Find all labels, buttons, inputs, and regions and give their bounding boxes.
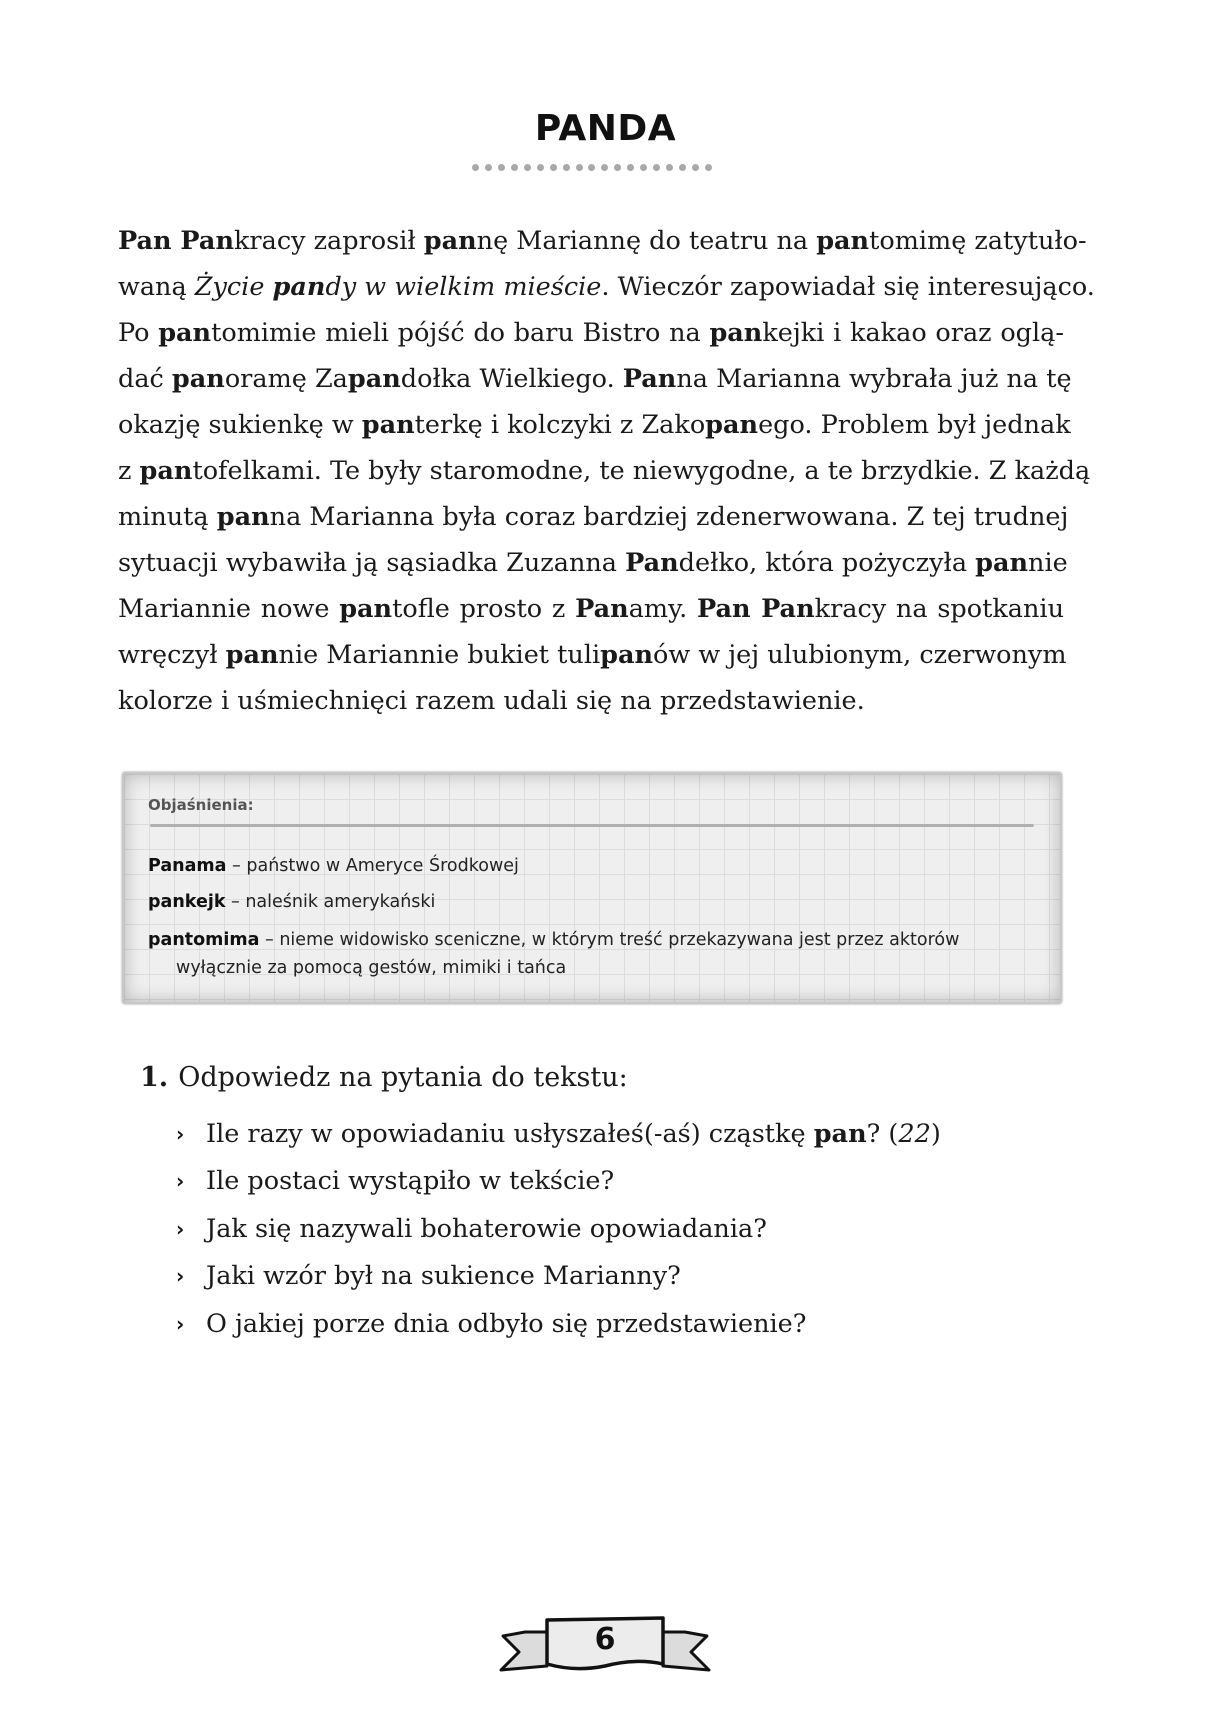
text-run: Jaki wzór był na sukience Marianny? (206, 1261, 681, 1292)
glossary-heading: Objaśnienia: (148, 796, 254, 814)
highlighted-pan-fragment: Pan (575, 594, 629, 624)
story-line (118, 448, 1091, 494)
page-number-banner (495, 1614, 715, 1674)
text-run: ów w jej ulubionym, czerwonym (653, 640, 1067, 670)
text-run: waną (118, 272, 195, 302)
question-item (176, 1300, 941, 1348)
question-item (176, 1110, 941, 1158)
text-run: Mariannie nowe (118, 594, 340, 624)
story-line (118, 494, 1069, 540)
text-run: kracy na spotkaniu (814, 594, 1064, 624)
highlighted-pan-fragment: Pan (625, 548, 679, 578)
highlighted-pan-fragment: pan (813, 1118, 867, 1149)
highlighted-pan-fragment: Pan Pan (696, 594, 815, 624)
story-line (118, 678, 1064, 724)
text-run: nę Mariannę do teatru na (476, 226, 817, 256)
highlighted-pan-fragment: pan (139, 456, 193, 486)
highlighted-pan-fragment: pan (361, 410, 415, 440)
dot (679, 164, 686, 171)
text-run: dy w wielkim mieście (325, 272, 602, 302)
text-run: amy. (628, 594, 697, 624)
text-run: nie Mariannie bukiet tuli (278, 640, 601, 670)
highlighted-pan-fragment: pan (975, 548, 1029, 578)
page-title: PANDA (534, 108, 677, 149)
task-number: 1. (140, 1062, 169, 1093)
text-run: tofelkami. Te były staromodne, te niewygodne, a te brzydkie. Z każdą (192, 456, 1091, 486)
dot (498, 164, 505, 171)
question-text (206, 1166, 614, 1196)
highlighted-pan-fragment: pan (423, 226, 477, 256)
dot (705, 164, 712, 171)
dot (511, 164, 518, 171)
dot (563, 164, 570, 171)
highlighted-pan-fragment: pan (225, 640, 279, 670)
story-line (118, 218, 1087, 264)
chevron-right-icon: › (176, 1169, 185, 1194)
glossary-definition: – nieme widowisko sceniczne, w którym treść przekazywana jest przez aktorów (259, 930, 960, 950)
dot (588, 164, 595, 171)
dot (524, 164, 531, 171)
text-run: kejki i kakao oraz oglą- (762, 318, 1064, 348)
dot (550, 164, 557, 171)
question-list (176, 1110, 941, 1348)
glossary-term: pankejk (148, 892, 226, 912)
highlighted-pan-fragment: pan (709, 318, 763, 348)
highlighted-pan-fragment: pan (272, 272, 326, 302)
text-run: terkę i kolczyki z Zako (414, 410, 706, 440)
text-run: sytuacji wybawiła ją sąsiadka Zuzanna (118, 548, 626, 578)
text-run: tofle prosto z (392, 594, 576, 624)
glossary-entry (148, 926, 959, 982)
chevron-right-icon: › (176, 1121, 185, 1146)
story-line (118, 356, 1072, 402)
glossary-definition-continued: wyłącznie za pomocą gestów, mimiki i tańca (176, 958, 567, 978)
text-run: ) (930, 1118, 941, 1149)
task-prompt: Odpowiedz na pytania do tekstu: (178, 1062, 628, 1093)
text-run: na Marianna wybrała już na tę (676, 364, 1072, 394)
text-run: Po (118, 318, 159, 348)
dot (576, 164, 583, 171)
text-run: . Wieczór zapowiadał się interesująco. (601, 272, 1095, 302)
text-run: O jakiej porze dnia odbyło się przedstawienie? (206, 1308, 807, 1339)
text-run: dełko, która pożyczyła (678, 548, 976, 578)
highlighted-pan-fragment: pan (216, 502, 270, 532)
text-run: nie (1028, 548, 1068, 578)
text-run: tomimę zatytuło- (869, 226, 1087, 256)
page-number: 6 (594, 1622, 616, 1657)
text-run: dać (118, 364, 172, 394)
chevron-right-icon: › (176, 1311, 185, 1336)
highlighted-pan-fragment: pan (347, 364, 401, 394)
highlighted-pan-fragment: pan (816, 226, 870, 256)
glossary-divider (150, 824, 1034, 827)
question-text (206, 1119, 941, 1149)
highlighted-pan-fragment: pan (600, 640, 654, 670)
text-run: kracy zaprosił (233, 226, 424, 256)
dot (614, 164, 621, 171)
story-text (118, 218, 1095, 724)
glossary-term: pantomima (148, 930, 260, 950)
question-text (206, 1214, 767, 1244)
story-line (118, 264, 1095, 310)
text-run: Życie (194, 272, 273, 302)
story-line (118, 402, 1071, 448)
text-run: na Marianna była coraz bardziej zdenerwowana. Z tej trudnej (269, 502, 1069, 532)
story-line (118, 586, 1064, 632)
dot (666, 164, 673, 171)
glossary-box (122, 772, 1062, 1004)
question-item (176, 1158, 941, 1206)
question-text (206, 1309, 806, 1339)
text-run: Ile razy w opowiadaniu usłyszałeś(-aś) cząstkę (206, 1118, 814, 1149)
highlighted-pan-fragment: Pan Pan (118, 226, 234, 256)
text-run: 22 (898, 1118, 931, 1149)
text-run: ego. Problem był jednak (758, 410, 1071, 440)
text-run: oramę Za (224, 364, 348, 394)
text-run: kolorze i uśmiechnięci razem udali się na przedstawienie. (118, 686, 865, 716)
question-item (176, 1205, 941, 1253)
highlighted-pan-fragment: pan (158, 318, 212, 348)
dot (653, 164, 660, 171)
highlighted-pan-fragment: Pan (622, 364, 677, 394)
dot (537, 164, 544, 171)
text-run: tomimie mieli pójść do baru Bistro na (211, 318, 710, 348)
highlighted-pan-fragment: pan (705, 410, 759, 440)
title-dotted-divider (472, 164, 712, 172)
text-run: wręczył (118, 640, 226, 670)
question-text (206, 1261, 681, 1291)
glossary-definition: – naleśnik amerykański (225, 892, 436, 912)
highlighted-pan-fragment: pan (171, 364, 225, 394)
glossary-term: Panama (148, 856, 227, 876)
text-run: z (118, 456, 140, 486)
story-line (118, 310, 1064, 356)
text-run: Jak się nazywali bohaterowie opowiadania? (206, 1213, 767, 1244)
chevron-right-icon: › (176, 1216, 185, 1241)
dot (601, 164, 608, 171)
glossary-entry (148, 888, 435, 916)
dot (472, 164, 479, 171)
text-run: ? ( (866, 1118, 899, 1149)
glossary-entry (148, 852, 519, 880)
dot (692, 164, 699, 171)
highlighted-pan-fragment: pan (339, 594, 393, 624)
dot (627, 164, 634, 171)
question-item (176, 1253, 941, 1301)
text-run: minutą (118, 502, 217, 532)
text-run: dołka Wielkiego. (400, 364, 623, 394)
text-run: Ile postaci wystąpiło w tekście? (206, 1166, 615, 1197)
chevron-right-icon: › (176, 1264, 185, 1289)
glossary-definition: – państwo w Ameryce Środkowej (226, 856, 519, 876)
dot (485, 164, 492, 171)
text-run: okazję sukienkę w (118, 410, 362, 440)
story-line (118, 540, 1068, 586)
task-heading (140, 1062, 628, 1093)
dot (640, 164, 647, 171)
story-line (118, 632, 1067, 678)
